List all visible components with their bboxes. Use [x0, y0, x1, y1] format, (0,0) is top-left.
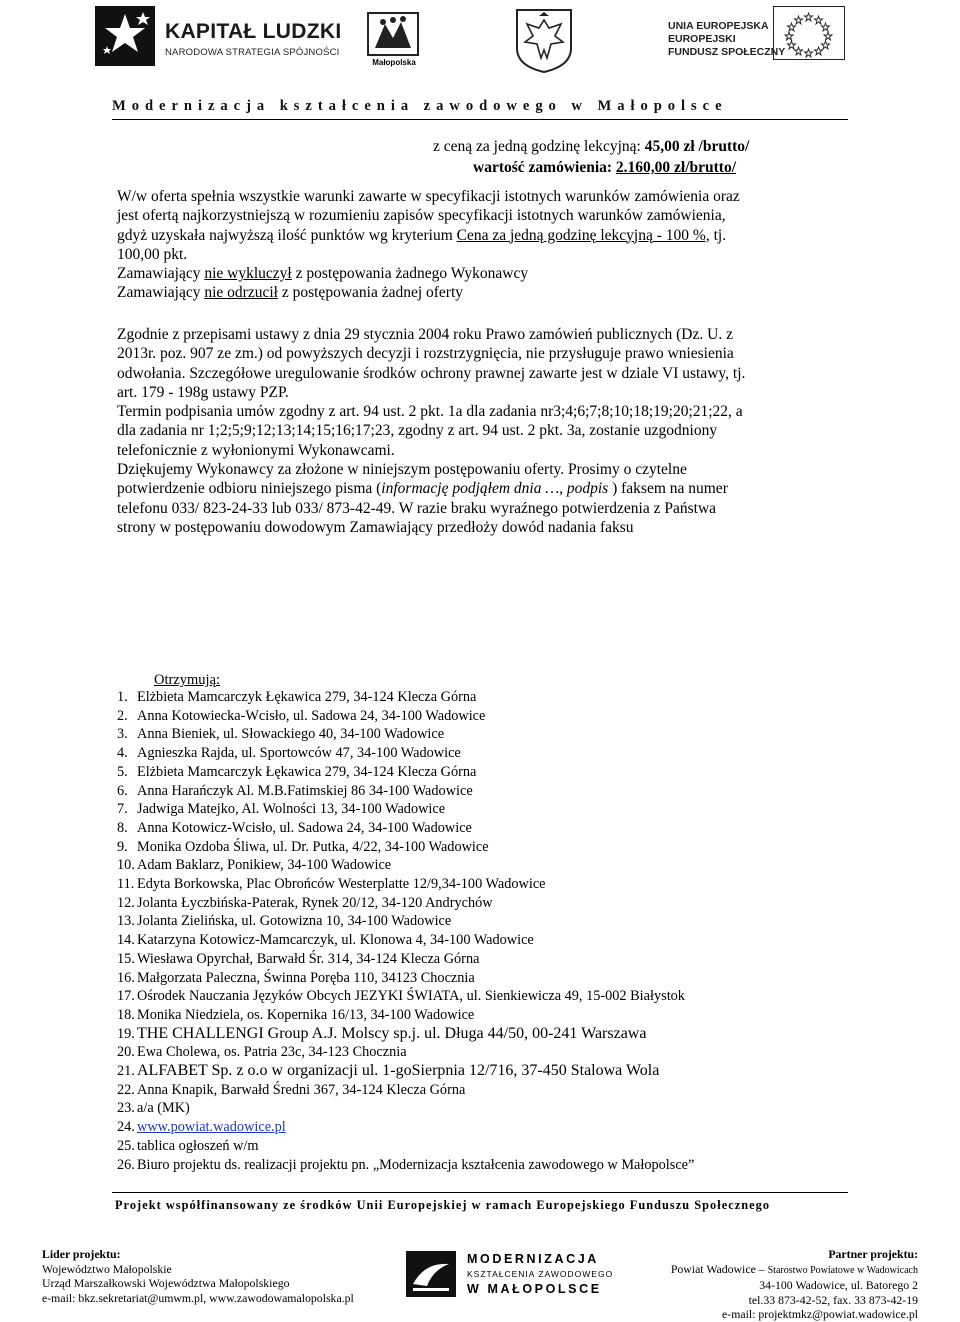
kapital-ludzki-subtitle: NARODOWA STRATEGIA SPÓJNOŚCI: [165, 47, 340, 58]
malopolska-emblem-icon: [367, 12, 419, 56]
paragraph-legal-basis: Zgodnie z przepisami ustawy z dnia 29 stycznia 2004 roku Prawo zamówień publicznych (Dz. U. z 2013r. poz. 907 ze zm.) od powyższych decyzji i rozstrzygnięcia, nie przysługuje prawo wniesienia odwołania. Szczegółowe uregulowanie środków ochrony prawnej zawarte jest w dziale VI ustawy, tj. art. 179 - 198g ustawy PZP. Termin podpisania umów zgodny z art. 94 ust. 2 pkt. 1a dla zadania nr3;4;6;7;8;10;18;19;20;21;22, a dla zadania nr 1;2;5;9;12;13;14;15;16;17;23, zgodny z art. 94 ust. 2 pkt. 3a, zostanie uzgodniony telefonicznie z wyłonionymi Wykonawcami. Dziękujemy Wykonawcy za złożone w niniejszym postępowaniu oferty. Prosimy o czytelne potwierdzenie odbioru niniejszego pisma (informację podjąłem dnia …, podpis ) faksem na numer telefonu 033/ 823-24-33 lub 033/ 873-42-49. W razie braku wyraźnego potwierdzenia z Państwa strony w postępowaniu dowodowym Zamawiający przedłoży dowód nadania faksu: [117, 326, 746, 536]
price-per-hour-label: z ceną za jedną godzinę lekcyjną:: [433, 138, 641, 155]
recipient-item: 1. Elżbieta Mamcarczyk Łękawica 279, 34-124 Klecza Górna: [117, 689, 477, 705]
modernizacja-line1: MODERNIZACJA: [467, 1252, 599, 1266]
recipient-item: 10. Adam Baklarz, Ponikiew, 34-100 Wadowice: [117, 857, 392, 874]
modernizacja-emblem-icon: [405, 1250, 457, 1298]
recipient-item: 5. Elżbieta Mamcarczyk Łękawica 279, 34-124 Klecza Górna: [117, 763, 477, 780]
recipient-item: 15. Wiesława Opyrchał, Barwałd Śr. 314, 34-124 Klecza Górna: [117, 950, 480, 967]
recipient-item: 12. Jolanta Łyczbińska-Paterak, Rynek 20/12, 34-120 Andrychów: [117, 894, 493, 911]
recipient-item: 9. Monika Ozdoba Śliwa, ul. Dr. Putka, 4/22, 34-100 Wadowice: [117, 838, 489, 855]
footer-divider: [112, 1192, 848, 1193]
recipient-item: 13. Jolanta Zielińska, ul. Gotowizna 10, 34-100 Wadowice: [117, 913, 452, 930]
malopolska-eagle-crest-icon: [513, 6, 575, 74]
modernizacja-line2: KSZTAŁCENIA ZAWODOWEGO: [467, 1269, 614, 1279]
recipient-item: 7. Jadwiga Matejko, Al. Wolności 13, 34-100 Wadowice: [117, 801, 446, 818]
price-per-hour-value: 45,00 zł /brutto/: [644, 138, 750, 155]
website-link[interactable]: www.powiat.wadowice.pl: [137, 1119, 286, 1136]
kapital-ludzki-title: KAPITAŁ LUDZKI: [165, 20, 342, 43]
recipient-item: 16. Małgorzata Paleczna, Świnna Poręba 110, 34123 Chocznia: [117, 969, 475, 986]
recipient-item: 24. www.powiat.wadowice.pl: [117, 1119, 286, 1136]
criterion-text: Cena za jedną godzinę lekcyjną - 100 %,: [456, 226, 710, 244]
recipient-item: 20. Ewa Cholewa, os. Patria 23c, 34-123 Chocznia: [117, 1044, 407, 1061]
project-leader-block: Lider projektu: Województwo Małopolskie Urząd Marszałkowski Województwa Małopolskiego e-mail: bkz.sekretariat@umwm.pl, www.zawodowamalopolska.pl: [42, 1247, 354, 1305]
modernizacja-logo: [405, 1250, 645, 1300]
recipient-item: 3. Anna Bieniek, ul. Słowackiego 40, 34-100 Wadowice: [117, 726, 445, 743]
recipient-item: 18. Monika Niedziela, os. Kopernika 16/13, 34-100 Wadowice: [117, 1006, 475, 1023]
recipient-item: 17. Ośrodek Nauczania Języków Obcych JEZYKI ŚWIATA, ul. Sienkiewicza 49, 15-002 Białystok: [117, 988, 685, 1005]
no-exclusion-line: Zamawiający nie wykluczył z postępowania żadnego Wykonawcy: [117, 265, 529, 283]
project-title-strip: Modernizacja kształcenia zawodowego w Małopolsce: [112, 98, 728, 114]
recipient-item: 8. Anna Kotowicz-Wcisło, ul. Sadowa 24, 34-100 Wadowice: [117, 819, 472, 836]
modernizacja-line3: W MAŁOPOLSCE: [467, 1282, 602, 1296]
project-partner-title: Partner projektu:: [828, 1247, 918, 1261]
recipient-item: 14. Katarzyna Kotowicz-Mamcarczyk, ul. Klonowa 4, 34-100 Wadowice: [117, 932, 534, 949]
malopolska-caption: Małopolska: [372, 58, 416, 67]
header-divider: [112, 119, 848, 120]
malopolska-logo: [365, 12, 423, 68]
order-value-amount: 2.160,00 zł/brutto/: [615, 159, 737, 176]
no-rejection-line: Zamawiający nie odrzucił z postępowania żadnej oferty: [117, 284, 464, 302]
price-per-hour: [433, 138, 749, 156]
recipients-heading: Otrzymują:: [154, 672, 221, 688]
order-value: [473, 159, 736, 177]
recipient-item: 11. Edyta Borkowska, Plac Obrońców Westerplatte 12/9,34-100 Wadowice: [117, 876, 546, 893]
recipient-item: 25. tablica ogłoszeń w/m: [117, 1137, 259, 1154]
cofinancing-line: Projekt współfinansowany ze środków Unii Europejskiej w ramach Europejskiego Funduszu Społecznego: [115, 1198, 771, 1212]
recipient-item: 2. Anna Kotowiecka-Wcisło, ul. Sadowa 24, 34-100 Wadowice: [117, 707, 486, 724]
kapital-ludzki-logo: [95, 6, 342, 66]
recipient-item: 22. Anna Knapik, Barwałd Średni 367, 34-124 Klecza Górna: [117, 1081, 466, 1098]
kapital-ludzki-star-icon: [95, 6, 155, 66]
project-partner-block: Partner projektu: Powiat Wadowice – Starostwo Powiatowe w Wadowicach 34-100 Wadowice, ul. Batorego 2 tel.33 873-42-52, fax. 33 873-42-19 e-mail: projektmkz@powiat.wadowice.pl: [670, 1247, 918, 1322]
paragraph-offer-evaluation: W/w oferta spełnia wszystkie warunki zawarte w specyfikacji istotnych warunków zamówienia oraz jest ofertą najkorzystniejszą w rozumieniu zapisów specyfikacji istotnych warunków zamówienia, gdyż uzyskała najwyższą ilość punktów wg kryterium Cena za jedną godzinę lekcyjną - 100 %, tj. 100,00 pkt. Zamawiający nie wykluczył z postępowania żadnego Wykonawcy Zamawiający nie odrzucił z postępowania żadnej oferty: [117, 187, 847, 303]
recipient-item: 26. Biuro projektu ds. realizacji projektu pn. „Modernizacja kształcenia zawodowego w Małopolsce”: [117, 1156, 695, 1173]
recipient-item: 19. THE CHALLENGI Group A.J. Molscy sp.j. ul. Długa 44/50, 00-241 Warszawa: [117, 1024, 647, 1042]
eu-flag-icon: [773, 6, 845, 60]
recipient-item: 21. ALFABET Sp. z o.o w organizacji ul. 1-goSierpnia 12/716, 37-450 Stalowa Wola: [117, 1062, 660, 1080]
order-value-label: wartość zamówienia:: [473, 159, 613, 176]
project-leader-title: Lider projektu:: [42, 1247, 121, 1261]
recipient-item: 4. Agnieszka Rajda, ul. Sportowców 47, 34-100 Wadowice: [117, 745, 461, 762]
recipients-list: [117, 688, 694, 1174]
recipient-item: 6. Anna Harańczyk Al. M.B.Fatimskiej 86 34-100 Wadowice: [117, 782, 473, 799]
recipient-item: 23. a/a (MK): [117, 1100, 190, 1117]
unia-europejska-label: UNIA EUROPEJSKA EUROPEJSKI FUNDUSZ SPOŁECZNY: [668, 20, 786, 58]
